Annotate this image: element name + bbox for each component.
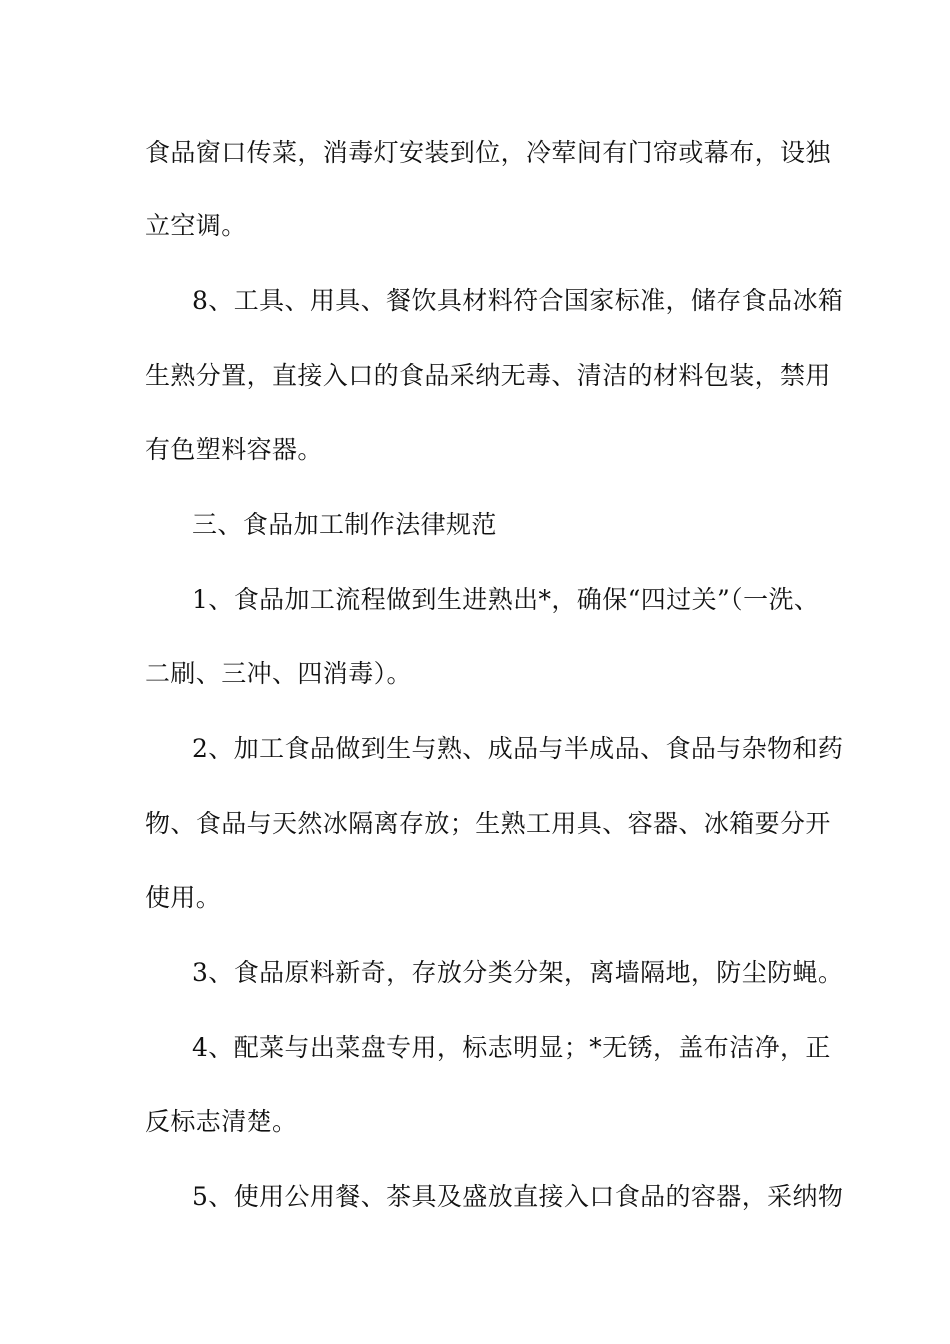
paragraph-line: 5、使用公用餐、茶具及盛放直接入口食品的容器，采纳物 xyxy=(192,1182,844,1211)
section-heading: 三、食品加工制作法律规范 xyxy=(192,510,497,539)
paragraph-line: 食品窗口传菜，消毒灯安装到位，冷荤间有门帘或幕布，设独 xyxy=(145,138,831,167)
paragraph-line: 1、食品加工流程做到生进熟出*，确保“四过关”（一洗、 xyxy=(192,585,820,614)
paragraph-line: 8、工具、用具、餐饮具材料符合国家标准，储存食品冰箱 xyxy=(192,286,844,315)
paragraph-line: 反标志清楚。 xyxy=(145,1107,298,1136)
paragraph-line: 有色塑料容器。 xyxy=(145,435,323,464)
paragraph-line: 二刷、三冲、四消毒）。 xyxy=(145,659,412,688)
paragraph-line: 使用。 xyxy=(145,883,222,912)
paragraph-line: 4、配菜与出菜盘专用，标志明显；*无锈，盖布洁净，正 xyxy=(192,1033,831,1062)
paragraph-line: 物、食品与天然冰隔离存放；生熟工用具、容器、冰箱要分开 xyxy=(145,809,831,838)
paragraph-line: 3、食品原料新奇，存放分类分架，离墙隔地，防尘防蝇。 xyxy=(192,958,844,987)
paragraph-line: 2、加工食品做到生与熟、成品与半成品、食品与杂物和药 xyxy=(192,734,844,763)
paragraph-line: 立空调。 xyxy=(145,211,247,240)
paragraph-line: 生熟分置，直接入口的食品采纳无毒、清洁的材料包装，禁用 xyxy=(145,361,831,390)
